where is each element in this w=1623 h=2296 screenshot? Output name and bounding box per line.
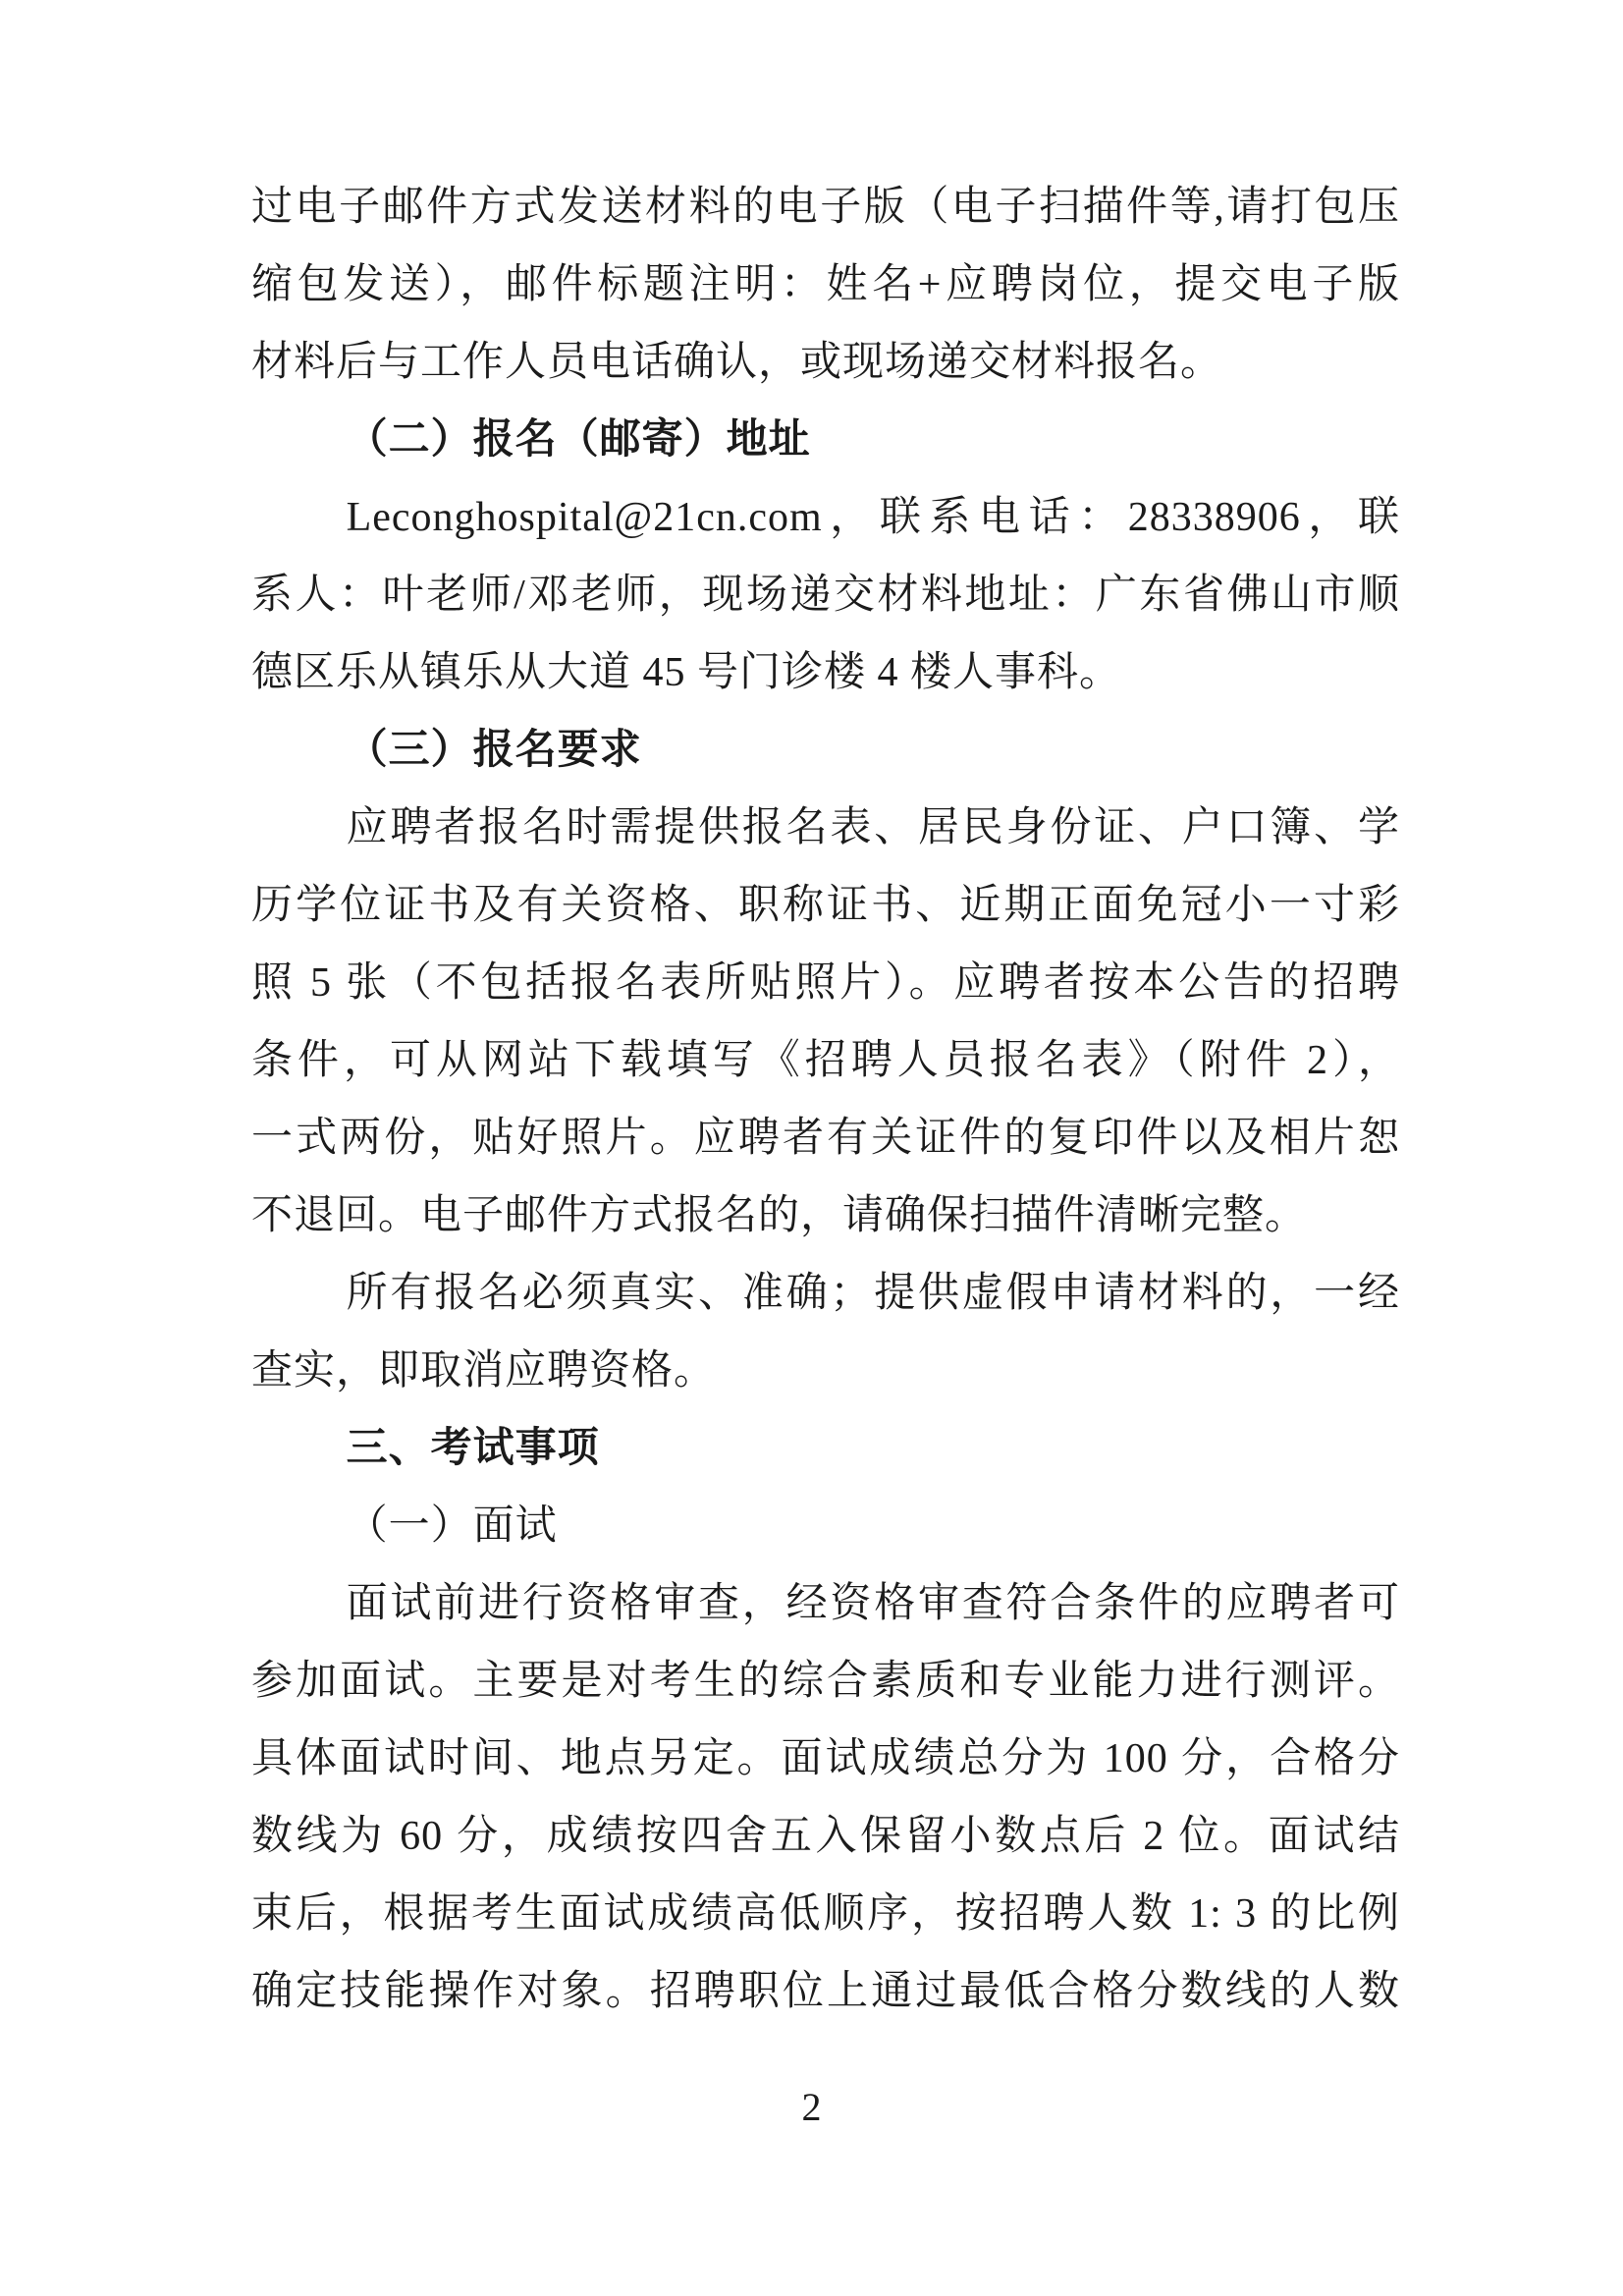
page-number: 2	[801, 2085, 822, 2129]
section-heading-interview: （一）面试	[346, 1503, 558, 1549]
text-line: 参加面试。主要是对考生的综合素质和专业能力进行测评。	[251, 1659, 1400, 1704]
text-line: 过电子邮件方式发送材料的电子版（电子扫描件等,请打包压	[251, 185, 1400, 230]
text-line: 查实，即取消应聘资格。	[251, 1348, 717, 1394]
text-line: 不退回。电子邮件方式报名的，请确保扫描件清晰完整。	[251, 1193, 1308, 1238]
text-line: 缩包发送），邮件标题注明：姓名+应聘岗位，提交电子版	[251, 262, 1400, 307]
document-text-block	[251, 169, 1400, 2031]
text-line: 条件，可从网站下载填写《招聘人员报名表》（附件 2），	[251, 1038, 1400, 1083]
text-line: 束后，根据考生面试成绩高低顺序，按招聘人数 1: 3 的比例	[251, 1891, 1400, 1937]
text-line-email-phone: Leconghospital@21cn.com，联系电话：28338906，联	[346, 495, 1400, 540]
text-line: 照 5 张（不包括报名表所贴照片）。应聘者按本公告的招聘	[251, 960, 1400, 1006]
text-line: 应聘者报名时需提供报名表、居民身份证、户口簿、学	[346, 805, 1400, 850]
section-heading-exam-matters: 三、考试事项	[346, 1426, 600, 1471]
text-line: 面试前进行资格审查，经资格审查符合条件的应聘者可	[346, 1581, 1400, 1626]
text-line: 一式两份，贴好照片。应聘者有关证件的复印件以及相片恕	[251, 1116, 1400, 1161]
text-line-address: 德区乐从镇乐从大道 45 号门诊楼 4 楼人事科。	[251, 650, 1122, 695]
text-line: 具体面试时间、地点另定。面试成绩总分为 100 分，合格分	[251, 1736, 1400, 1781]
text-line: 数线为 60 分，成绩按四舍五入保留小数点后 2 位。面试结	[251, 1814, 1400, 1859]
text-line: 所有报名必须真实、准确；提供虚假申请材料的，一经	[346, 1271, 1400, 1316]
text-line: 系人：叶老师/邓老师，现场递交材料地址：广东省佛山市顺	[251, 573, 1400, 618]
section-heading-registration-address: （二）报名（邮寄）地址	[346, 417, 811, 463]
text-line: 历学位证书及有关资格、职称证书、近期正面免冠小一寸彩	[251, 883, 1400, 928]
text-line: 确定技能操作对象。招聘职位上通过最低合格分数线的人数	[251, 1969, 1400, 2014]
section-heading-registration-requirements: （三）报名要求	[346, 728, 642, 773]
text-line: 材料后与工作人员电话确认，或现场递交材料报名。	[251, 340, 1223, 385]
